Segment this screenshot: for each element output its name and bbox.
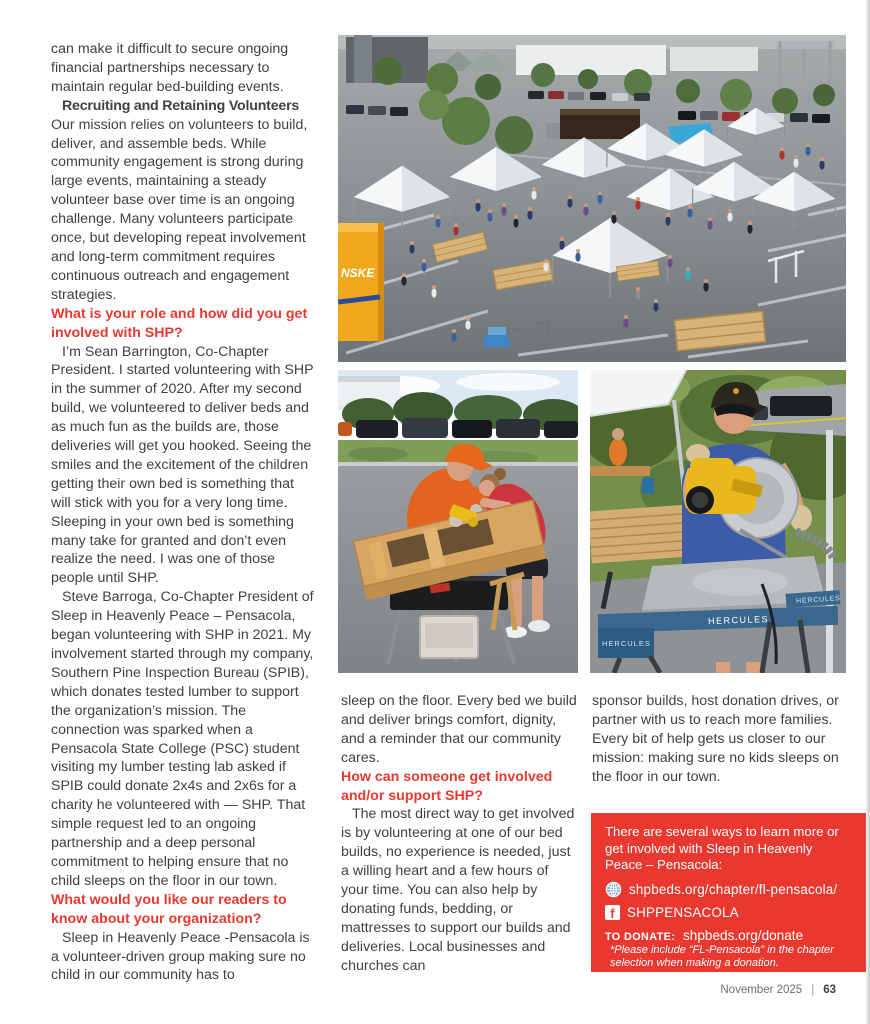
man-using-miter-saw-photo (590, 370, 846, 673)
page-footer (720, 984, 836, 996)
right-text-column (592, 692, 842, 787)
box-trailer (546, 109, 640, 139)
stand-brand-text-right: HERCULES (795, 595, 841, 606)
donate-url[interactable]: shpbeds.org/donate (682, 927, 804, 943)
paragraph-continuation-right: sponsor builds, host donation drives, or partner with us to reach more families. Every bit of help gets us closer to our mission: making sure no kids sleeps on the floor in our town. (592, 693, 839, 785)
footer-page-number: 63 (823, 984, 836, 996)
footer-date: November 2025 (720, 984, 803, 996)
left-text-column (51, 40, 314, 985)
middle-text-column (341, 692, 577, 976)
paragraph-sean: I’m Sean Barrington, Co-Chapter President. I started volunteering with SHP in the summer of 2020. After my second build, we volunteered to deliver beds and as much fun as the builds are, those deliveries will get you hooked. Seeing the smiles and the excitement of the children getting their own bed is something that will stick with you for a very long time. Sleeping in your own bed is something many take for granted and don’t even realize the need. I was one of those people until SHP. (51, 343, 314, 587)
facebook-row (605, 905, 852, 920)
paragraph-continuation: can make it difficult to secure ongoing financial partnerships necessary to maintain regular bed-building events. (51, 41, 289, 95)
get-involved-callout (591, 813, 866, 972)
stand-brand-text-center: HERCULES (707, 613, 770, 627)
section-heading-recruiting: Recruiting and Retaining Volunteers (62, 97, 300, 114)
question-heading-role: What is your role and how did you get involved with SHP? (51, 305, 308, 341)
question-heading-readers: What would you like our readers to know about your organization? (51, 891, 287, 927)
facebook-icon (605, 905, 620, 920)
paragraph-continuation-mid: sleep on the floor. Every bed we build and deliver brings comfort, dignity, and a reminder that our community cares. (341, 693, 577, 766)
donate-row (605, 928, 852, 943)
question-heading-involved: How can someone get involved and/or support SHP? (341, 768, 553, 804)
paragraph-organization: Sleep in Heavenly Peace -Pensacola is a volunteer-driven group making sure no child in our community has to (51, 929, 310, 984)
paragraph-get-involved: The most direct way to get involved is by volunteering at one of our bed builds, no experience is needed, just a willing heart and a few hours of your time. You can also help by donating funds, bedding, or mattresses to support our builds and deliveries. Local businesses and churches can (341, 806, 575, 974)
callout-intro-text: There are several ways to learn more or get involved with Sleep in Heavenly Peace – Pensacola: (605, 824, 839, 873)
facebook-icon-glyph: f (610, 905, 615, 921)
aerial-bed-build-photo (338, 35, 846, 362)
paragraph-steve: Steve Barroga, Co-Chapter President of Sleep in Heavenly Peace – Pensacola, began volunteering with SHP in 2021. My involvement started through my company, Southern Pine Inspection Bureau (SPIB), which donates tested lumber to support the organization’s mission. The connection was sparked when a Pensacola State College (PSC) student visiting my lumber testing lab asked if SPIB could donate 2x4s and 2x6s for a charity he volunteered with — SHP. That simple request led to an ongoing partnership and a deep personal commitment to helping ensure that no child sleeps on the floor in our town. (51, 589, 314, 889)
website-row (605, 881, 852, 898)
penske-truck (338, 223, 384, 341)
truck-brand-text: NSKE (341, 266, 375, 280)
globe-icon (605, 881, 622, 898)
website-url[interactable]: shpbeds.org/chapter/fl-pensacola/ (629, 881, 838, 897)
volunteers-drilling-headboard-photo (338, 370, 578, 673)
stand-brand-text-left: HERCULES (602, 639, 651, 648)
donate-label: TO DONATE: (605, 930, 676, 943)
paragraph-mission: Our mission relies on volunteers to build, deliver, and assemble beds. While community engagement is strong during large events, maintaining a steady volunteer base over time is an ongoing challenge. Many volunteers participate once, but developing repeat involvement and long-term commitment requires continuous outreach and engagement strategies. (51, 116, 308, 303)
donate-note: *Please include “FL-Pensacola” in the chapter selection when making a donation. (610, 943, 834, 969)
facebook-handle[interactable]: SHPPENSACOLA (627, 904, 739, 920)
page-edge-shadow (865, 0, 870, 1024)
footer-separator: | (811, 984, 815, 996)
